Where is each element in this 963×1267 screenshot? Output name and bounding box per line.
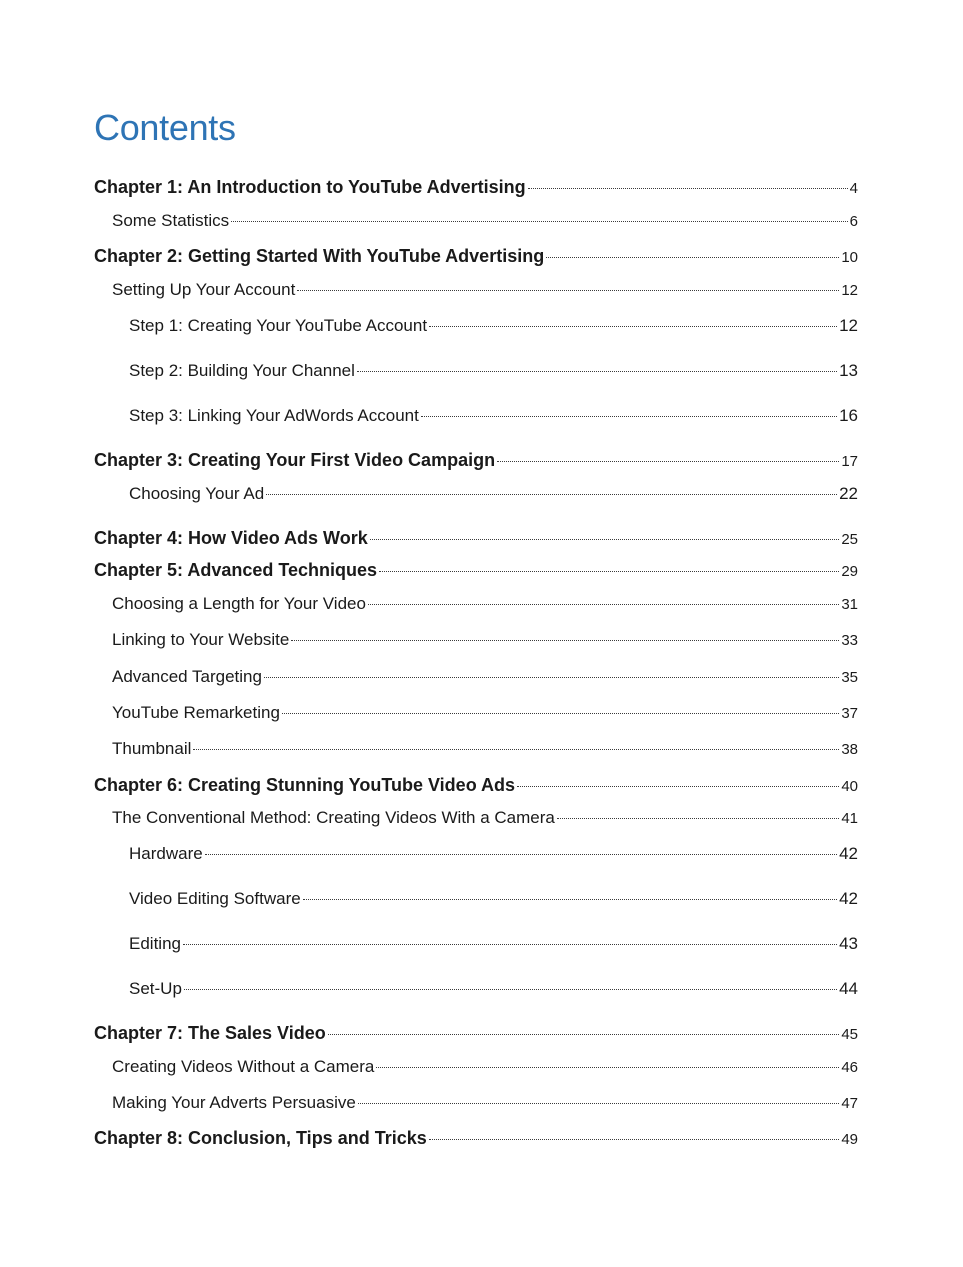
- toc-entry-label: Chapter 8: Conclusion, Tips and Tricks: [94, 1128, 427, 1148]
- toc-entry-chapter[interactable]: [94, 527, 858, 549]
- toc-page-number: 12: [841, 282, 858, 299]
- toc-entry-label: Chapter 2: Getting Started With YouTube Advertising: [94, 246, 545, 266]
- dot-leader: [193, 749, 839, 750]
- toc-entry-chapter[interactable]: [94, 1022, 858, 1044]
- toc-entry-chapter[interactable]: [94, 774, 858, 796]
- toc-entry-label: Editing: [129, 934, 181, 953]
- dot-leader: [421, 416, 837, 417]
- toc-entry-chapter[interactable]: [94, 1127, 858, 1149]
- toc-page-number: 42: [839, 844, 858, 863]
- toc-entry-section[interactable]: [112, 593, 858, 615]
- toc-page-number: 29: [841, 563, 858, 580]
- toc-page-number: 47: [841, 1095, 858, 1112]
- toc-entry-label: Chapter 5: Advanced Techniques: [94, 560, 378, 580]
- toc-page-number: 10: [841, 249, 858, 266]
- toc-entry-chapter[interactable]: [94, 559, 858, 581]
- dot-leader: [184, 989, 837, 990]
- toc-page-number: 6: [849, 213, 858, 230]
- dot-leader: [517, 786, 839, 787]
- dot-leader: [297, 290, 839, 291]
- toc-page-number: 41: [841, 810, 858, 827]
- toc-entry-label: Hardware: [129, 844, 203, 863]
- toc-page-number: 12: [839, 316, 858, 335]
- dot-leader: [429, 1139, 840, 1140]
- dot-leader: [379, 571, 839, 572]
- toc-entry-label: Chapter 7: The Sales Video: [94, 1023, 326, 1043]
- toc-page-number: 16: [839, 406, 858, 425]
- toc-entry-label: Setting Up Your Account: [112, 280, 296, 299]
- dot-leader: [357, 371, 837, 372]
- toc-page-number: 49: [841, 1131, 858, 1148]
- dot-leader: [291, 640, 839, 641]
- toc-page-number: 35: [841, 669, 858, 686]
- toc-page-number: 33: [841, 632, 858, 649]
- toc-entry-subsection[interactable]: [129, 405, 858, 427]
- toc-entry-subsection[interactable]: [129, 933, 858, 955]
- toc-page-number: 43: [839, 934, 858, 953]
- toc-page-number: 13: [839, 361, 858, 380]
- toc-page-number: 25: [841, 531, 858, 548]
- toc-entry-label: Creating Videos Without a Camera: [112, 1057, 375, 1076]
- toc-entry-label: Choosing Your Ad: [129, 484, 265, 503]
- toc-entry-label: Chapter 6: Creating Stunning YouTube Video Ads: [94, 775, 516, 795]
- toc-entry-label: Step 2: Building Your Channel: [129, 361, 355, 380]
- toc-entry-label: The Conventional Method: Creating Videos With a Camera: [112, 808, 555, 827]
- toc-entry-label: Step 3: Linking Your AdWords Account: [129, 406, 419, 425]
- toc-page-number: 46: [841, 1059, 858, 1076]
- toc-page-number: 17: [841, 453, 858, 470]
- toc-entry-subsection[interactable]: [129, 483, 858, 505]
- toc-entry-label: Video Editing Software: [129, 889, 301, 908]
- toc-entry-label: Thumbnail: [112, 739, 192, 758]
- toc-entry-section[interactable]: [112, 279, 858, 301]
- toc-entry-label: Chapter 4: How Video Ads Work: [94, 528, 368, 548]
- dot-leader: [370, 539, 840, 540]
- toc-entry-subsection[interactable]: [129, 315, 858, 337]
- toc-entry-chapter[interactable]: [94, 449, 858, 471]
- toc-page-number: 45: [841, 1026, 858, 1043]
- dot-leader: [205, 854, 837, 855]
- toc-page-number: 40: [841, 778, 858, 795]
- toc-entry-label: Set-Up: [129, 979, 182, 998]
- dot-leader: [264, 677, 839, 678]
- toc-entry-section[interactable]: [112, 666, 858, 688]
- toc-page-number: 42: [839, 889, 858, 908]
- dot-leader: [528, 188, 848, 189]
- toc-entry-subsection[interactable]: [129, 888, 858, 910]
- toc-entry-label: Choosing a Length for Your Video: [112, 594, 366, 613]
- toc-entry-label: Advanced Targeting: [112, 667, 262, 686]
- dot-leader: [557, 818, 839, 819]
- toc-entry-section[interactable]: [112, 1092, 858, 1114]
- toc-entry-section[interactable]: [112, 629, 858, 651]
- dot-leader: [376, 1067, 839, 1068]
- page-title: Contents: [94, 107, 236, 148]
- toc-entry-label: Making Your Adverts Persuasive: [112, 1093, 356, 1112]
- dot-leader: [429, 326, 837, 327]
- toc-entry-label: Step 1: Creating Your YouTube Account: [129, 316, 428, 335]
- dot-leader: [231, 221, 848, 222]
- dot-leader: [497, 461, 839, 462]
- dot-leader: [303, 899, 837, 900]
- toc-entry-section[interactable]: [112, 1056, 858, 1078]
- toc-entry-label: Some Statistics: [112, 211, 230, 230]
- toc-entry-label: Linking to Your Website: [112, 630, 290, 649]
- toc-entry-section[interactable]: [112, 807, 858, 829]
- toc-page-number: 22: [839, 484, 858, 503]
- toc-page-number: 37: [841, 705, 858, 722]
- dot-leader: [546, 257, 839, 258]
- toc-entry-label: YouTube Remarketing: [112, 703, 280, 722]
- dot-leader: [183, 944, 837, 945]
- toc-entry-section[interactable]: [112, 210, 858, 232]
- toc-entry-label: Chapter 1: An Introduction to YouTube Advertising: [94, 177, 526, 197]
- toc-entry-subsection[interactable]: [129, 978, 858, 1000]
- toc-entry-section[interactable]: [112, 702, 858, 724]
- toc-entry-subsection[interactable]: [129, 360, 858, 382]
- toc-entry-chapter[interactable]: [94, 176, 858, 198]
- dot-leader: [328, 1034, 840, 1035]
- dot-leader: [282, 713, 839, 714]
- toc-entry-label: Chapter 3: Creating Your First Video Campaign: [94, 450, 496, 470]
- toc-entry-chapter[interactable]: [94, 245, 858, 267]
- toc-page-number: 31: [841, 596, 858, 613]
- toc-page-number: 4: [849, 180, 858, 197]
- dot-leader: [368, 604, 839, 605]
- toc-page-number: 38: [841, 741, 858, 758]
- dot-leader: [266, 494, 837, 495]
- dot-leader: [358, 1103, 840, 1104]
- toc-page-number: 44: [839, 979, 858, 998]
- toc-entry-subsection[interactable]: [129, 843, 858, 865]
- toc-entry-section[interactable]: [112, 738, 858, 760]
